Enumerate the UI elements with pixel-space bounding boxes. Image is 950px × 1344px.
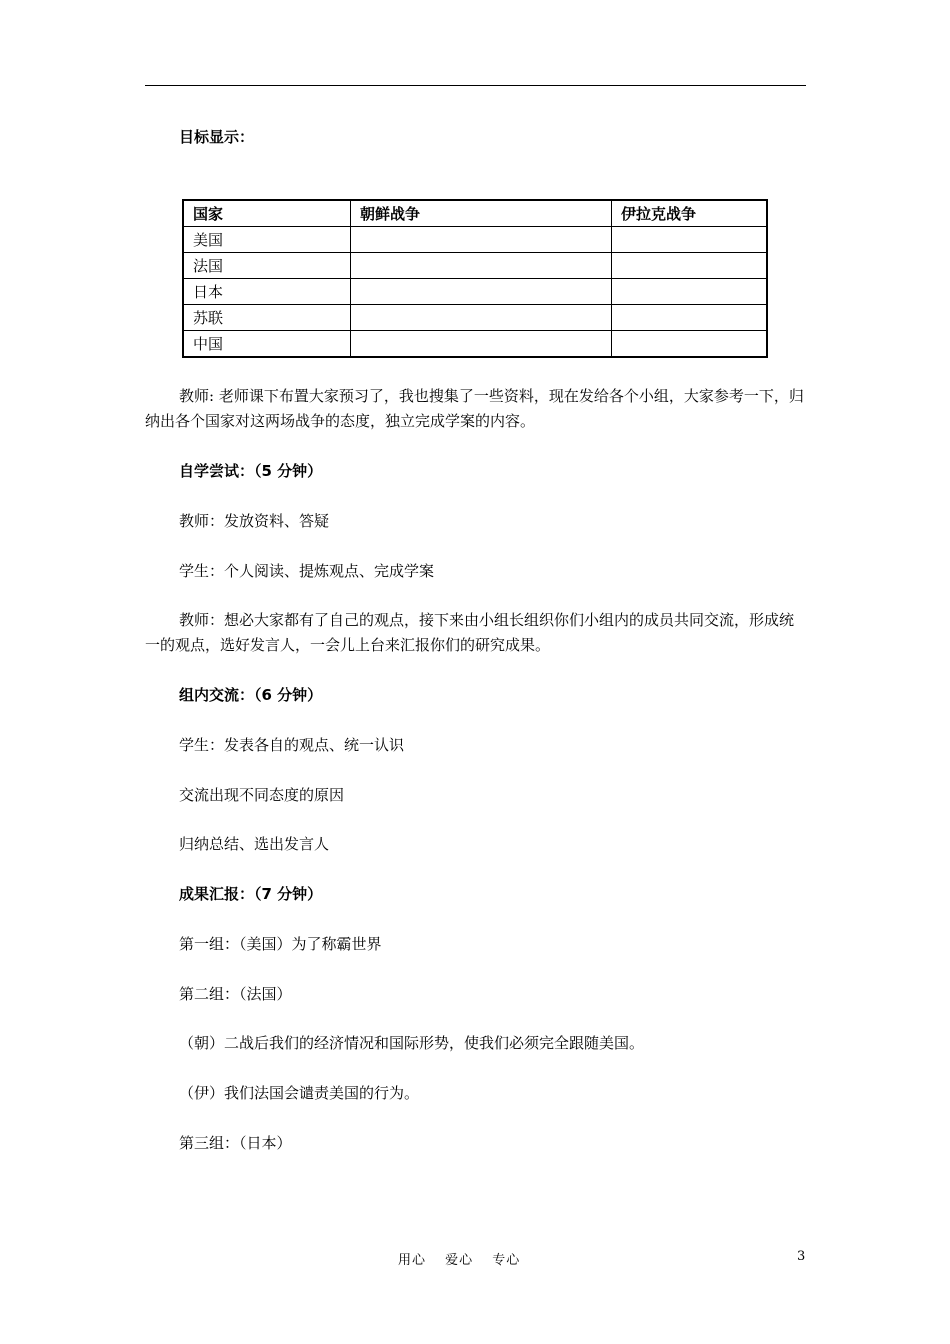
table-cell-korean-war — [351, 305, 612, 331]
page-footer: 用心 爱心 专心 — [398, 1253, 521, 1268]
table-row — [183, 279, 767, 305]
table-cell-korean-war — [351, 227, 612, 253]
table-row — [183, 253, 767, 279]
group2-line: 第二组：（法国） — [179, 985, 292, 1003]
teacher-intro-paragraph: 教师: 老师课下布置大家预习了，我也搜集了一些资料，现在发给各个小组，大家参考一下，归纳出各个国家对这两场战争的态度，独立完成学案的内容。 — [145, 387, 804, 430]
table-cell-country: 美国 — [183, 227, 351, 253]
korea-war-line: （朝）二战后我们的经济情况和国际形势，使我们必须完全跟随美国。 — [179, 1034, 645, 1052]
table-cell-country: 苏联 — [183, 305, 351, 331]
table-header-country: 国家 — [183, 200, 351, 227]
exchange-reason-line: 交流出现不同态度的原因 — [179, 786, 345, 804]
table-cell-korean-war — [351, 331, 612, 358]
group3-line: 第三组：（日本） — [179, 1134, 292, 1152]
group1-line: 第一组：（美国）为了称霸世界 — [179, 935, 382, 953]
page-number: 3 — [797, 1249, 806, 1264]
table-cell-iraq-war — [612, 331, 768, 358]
table-row — [183, 227, 767, 253]
table-cell-korean-war — [351, 253, 612, 279]
teacher-group-paragraph: 教师：想必大家都有了自己的观点，接下来由小组长组织你们小组内的成员共同交流，形成统一的观点，选好发言人，一会儿上台来汇报你们的研究成果。 — [145, 611, 795, 654]
table-cell-iraq-war — [612, 279, 768, 305]
goal-table — [182, 199, 768, 358]
group-exchange-heading: 组内交流：（6 分钟） — [179, 686, 323, 704]
table-header-iraq-war: 伊拉克战争 — [612, 200, 768, 227]
teacher-handout-line: 教师：发放资料、答疑 — [179, 512, 330, 530]
student-read-line: 学生：个人阅读、提炼观点、完成学案 — [179, 562, 435, 580]
table-cell-iraq-war — [612, 305, 768, 331]
table-header-row — [183, 200, 767, 227]
summarize-line: 归纳总结、选出发言人 — [179, 835, 330, 853]
table-row — [183, 331, 767, 358]
table-cell-korean-war — [351, 279, 612, 305]
goal-heading: 目标显示： — [179, 128, 255, 146]
header-rule — [145, 85, 806, 86]
student-publish-line: 学生：发表各自的观点、统一认识 — [179, 736, 405, 754]
selfstudy-heading: 自学尝试：（5 分钟） — [179, 462, 323, 480]
table-header-korean-war: 朝鲜战争 — [351, 200, 612, 227]
table-cell-country: 中国 — [183, 331, 351, 358]
table-cell-iraq-war — [612, 253, 768, 279]
table-cell-country: 日本 — [183, 279, 351, 305]
report-heading: 成果汇报：（7 分钟） — [179, 885, 323, 903]
table-cell-country: 法国 — [183, 253, 351, 279]
table-row — [183, 305, 767, 331]
table-cell-iraq-war — [612, 227, 768, 253]
iraq-war-line: （伊）我们法国会谴责美国的行为。 — [179, 1084, 420, 1102]
